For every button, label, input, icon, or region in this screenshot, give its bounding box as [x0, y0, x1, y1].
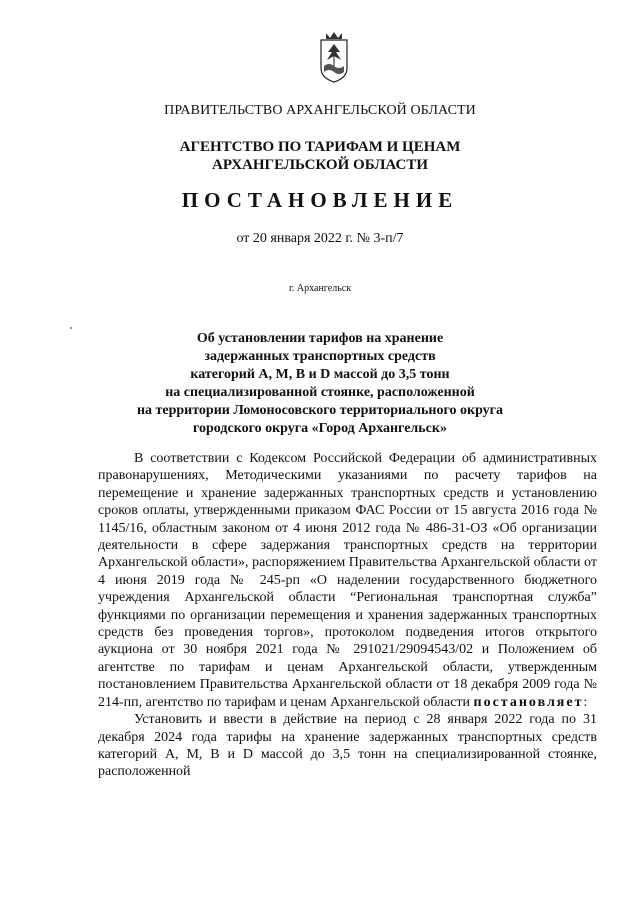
- agency-line-2: АРХАНГЕЛЬСКОЙ ОБЛАСТИ: [212, 157, 428, 173]
- title-line: задержанных транспортных средств: [204, 349, 436, 364]
- date-and-number: от 20 января 2022 г. № 3-п/7: [236, 231, 404, 246]
- decree-colon: :: [583, 694, 588, 710]
- document-body: [98, 450, 597, 781]
- coat-of-arms-icon: [318, 30, 350, 84]
- paragraph-1-text: В соответствии с Кодексом Российской Федерации об административных правонарушениях, Методическими указаниями по расчету тарифов на перемещение и хранение задержанных транспортных средств и установлению сроков оплаты, утвержденными приказом ФАС России от 15 августа 2016 года № 1145/16, областным законом от 4 июня 2012 года № 486-31-ОЗ «Об организации деятельности в сфере задержания транспортных средств на территории Архангельской области», распоряжением Правительства Архангельской области от 4 июня 2019 года № 245-рп «О наделении государственного бюджетного учреждения Архангельской области “Региональная транспортная служба” функциями по организации перемещения и хранения задержанных транспортных средств без проведения торгов», протоколом подведения итогов открытого аукциона от 30 ноября 2021 года № 291021/29094543/02 и Положением об агентстве по тарифам и ценам Архангельской области, утвержденным постановлением Правительства Архангельской области от 18 декабря 2009 года № 214-пп, агентство по тарифам и ценам Архангельской области: [98, 451, 597, 710]
- agency-line-1: АГЕНТСТВО ПО ТАРИФАМ И ЦЕНАМ: [179, 139, 461, 155]
- document-type: ПОСТАНОВЛЕНИЕ: [181, 188, 459, 212]
- title-line: категорий А, М, В и D массой до 3,5 тонн: [190, 367, 450, 382]
- title-line: на специализированной стоянке, расположенной: [165, 385, 475, 400]
- title-line: городского округа «Город Архангельск»: [193, 421, 447, 436]
- decree-word: постановляет: [473, 694, 584, 710]
- scan-speck: [70, 327, 72, 329]
- title-line: Об установлении тарифов на хранение: [196, 331, 444, 346]
- agency-name: [0, 138, 640, 174]
- body-paragraph: [98, 450, 597, 711]
- title-line: на территории Ломоносовского территориального округа: [136, 403, 504, 418]
- body-paragraph: Установить и ввести в действие на период с 28 января 2022 года по 31 декабря 2024 года тарифы на хранение задержанных транспортных средств категорий А, М, В и D массой до 3,5 тонн на специализированной стоянке, расположенной: [98, 712, 597, 780]
- city: г. Архангельск: [288, 283, 352, 294]
- government-name: ПРАВИТЕЛЬСТВО АРХАНГЕЛЬСКОЙ ОБЛАСТИ: [164, 103, 476, 118]
- document-title: [0, 330, 640, 438]
